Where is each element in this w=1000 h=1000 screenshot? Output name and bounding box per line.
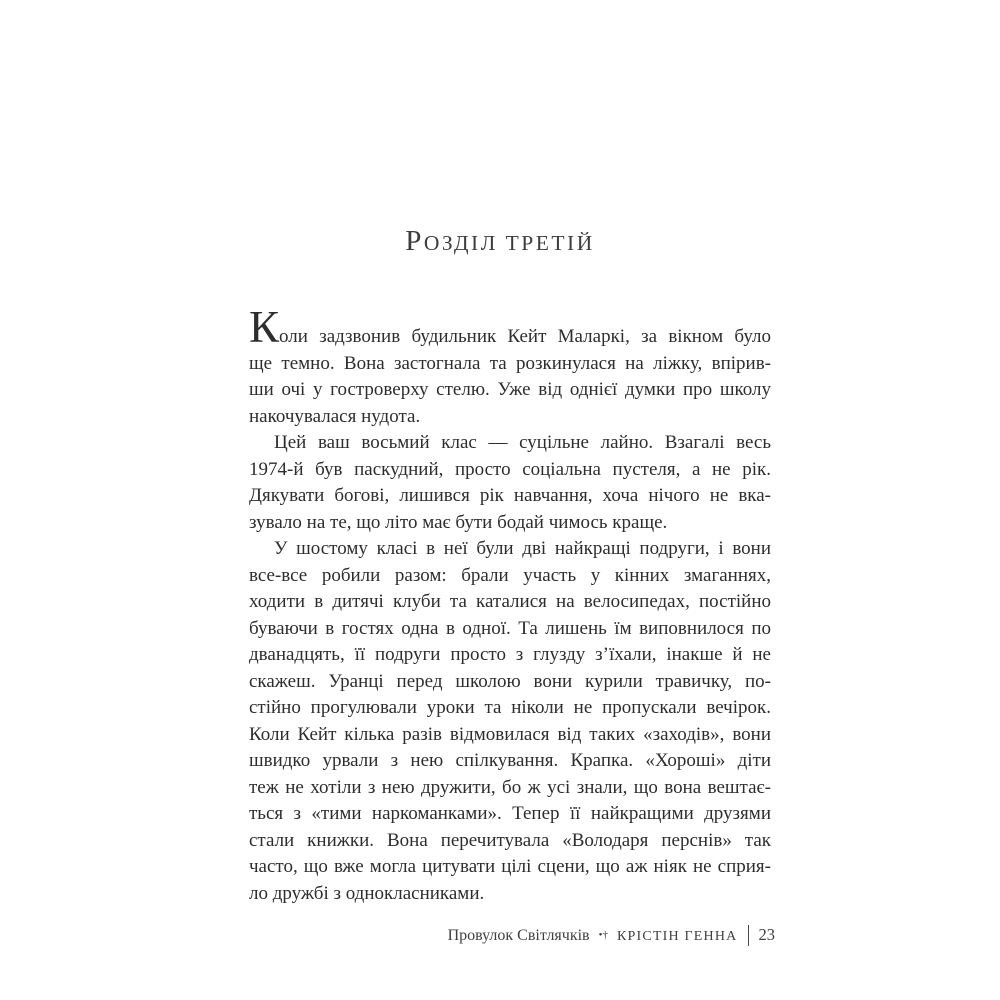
text-line: ще темно. Вона застогнала та розкинулася на ліжку, впірив-: [249, 352, 771, 374]
text-line: швидко урвали з нею спілкування. Крапка. «Хороші» діти: [249, 750, 771, 771]
text-line: все-все робили разом: брали участь у кінних змаганнях,: [249, 564, 771, 586]
text-line: стійно прогулювали уроки та ніколи не пропускали вечірок.: [249, 697, 771, 718]
text-line: ло дружбі з однокласниками.: [249, 882, 485, 904]
page-footer: [448, 925, 775, 946]
text-line: зувало на те, що літо має бути бодай чимось краще.: [249, 511, 668, 533]
text-line: 1974-й був паскудний, просто соціальна пустеля, а не рік.: [249, 458, 771, 480]
chapter-title-initial: Р: [405, 225, 424, 257]
text-line: ться з «тими наркоманками». Тепер її найкращими друзями: [249, 803, 771, 824]
text-line: Коли Кейт кілька разів відмовилася від таких «заходів», вони: [249, 723, 771, 745]
raised-initial-cap: К: [249, 302, 280, 352]
text-line: стали книжки. Вона перечитувала «Володаря перснів» так: [249, 829, 771, 851]
text-line: У шостому класі в неї були дві найкращі подруги, і вони: [274, 538, 771, 559]
text-line: ходити в дитячі клуби та каталися на велосипедах, постійно: [249, 591, 771, 612]
text-line: часто, що вже могла цитувати цілі сцени, що аж ніяк не сприя-: [249, 856, 771, 877]
text-line: дванадцять, її подруги просто з глузду з’їхали, інакше й не: [249, 644, 771, 665]
series-title: Провулок Світлячків: [447, 927, 590, 944]
chapter-title: [0, 222, 1000, 258]
text-line: буваючи в гостях одна в одної. Та лишень їм виповнилося по: [249, 617, 771, 639]
body-text: [249, 302, 771, 907]
author-name: КРІСТІН ГЕННА: [616, 929, 738, 944]
text-line: Коли задзвонив будильник Кейт Маларкі, за вікном було: [249, 302, 771, 352]
text-line: накочувалася нудота.: [249, 405, 421, 427]
text-line: теж не хотіли з нею дружити, бо ж усі знали, що вона вештає-: [249, 776, 771, 798]
text-line: Дякувати богові, лишився рік навчання, хоча нічого не вка-: [249, 485, 771, 506]
page-number: 23: [758, 925, 775, 944]
footer-divider: [748, 925, 749, 946]
text-line: Цей ваш восьмий клас — суцільне лайно. Взагалі весь: [274, 432, 771, 453]
text-line: скажеш. Уранці перед школою вони курили травичку, по-: [249, 670, 771, 692]
text-line: ши очі у гостроверху стелю. Уже від однієї думки про школу: [249, 379, 771, 400]
chapter-title-rest: ОЗДІЛ ТРЕТІЙ: [423, 231, 595, 255]
ornament-icon: •†: [598, 928, 608, 941]
